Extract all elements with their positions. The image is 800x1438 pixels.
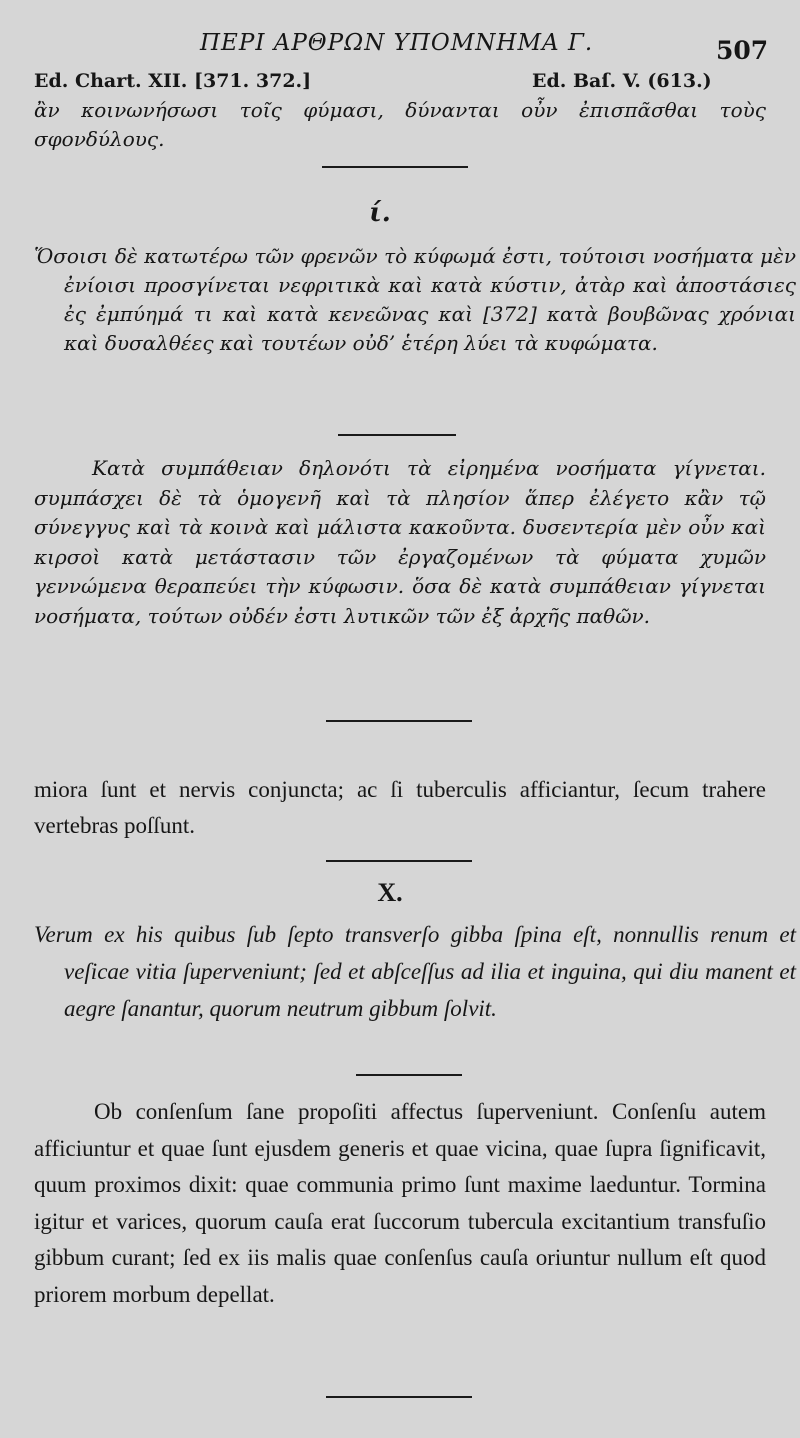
divider-rule	[356, 1074, 462, 1076]
greek-section-number: ί.	[369, 198, 391, 228]
edition-reference-left: Ed. Chart. XII. [371. 372.]	[34, 70, 312, 92]
page-number: 507	[716, 36, 769, 65]
latin-aphorism-text: Verum ex his quibus ſub ſepto transverſo gibba ſpina eſt, nonnullis renum et veſicae vitia ſuperveniunt; ſed et abſceſſus ad ilia et inguina, qui diu manent et aegre ſanantur, quorum neutrum gibbum ſolvit.	[34, 922, 796, 1021]
greek-commentary-text: Κατὰ συμπάθειαν δηλονότι τὰ εἰρημένα νοσήματα γίγνεται. συμπάσχει δὲ τὰ ὁμογενῆ καὶ τὰ πλησίον ἅπερ ἐλέγετο κἂν τῷ σύνεγγυς καὶ τὰ κοινὰ καὶ μάλιστα κακοῦντα. δυσεντερία μὲν οὖν καὶ κιρσοὶ κατὰ μετάστασιν τῶν ἐργαζομένων τὰ φύματα χυμῶν γεννώμενα θεραπεύει τὴν κύφωσιν. ὅσα δὲ κατὰ συμπάθειαν γίγνεται νοσήματα, τούτων οὐδέν ἐστι λυτικῶν τῶν ἐξ ἀρχῆς παθῶν.	[34, 456, 766, 628]
divider-rule	[326, 1396, 472, 1398]
latin-intro-text: miora ſunt et nervis conjuncta; ac ſi tuberculis afficiantur, ſecum trahere vertebras poſſunt.	[34, 777, 766, 838]
running-header: ΠΕΡΙ ΑΡΘΡΩΝ ΥΠΟΜΝΗΜΑ Γ.	[200, 30, 594, 56]
divider-rule	[326, 720, 472, 722]
greek-aphorism-text: Ὅσοισι δὲ κατωτέρω τῶν φρενῶν τὸ κύφωμά ἐστι, τούτοισι νοσήματα μὲν ἐνίοισι προσγίνεται νεφριτικὰ καὶ κατὰ κύστιν, ἀτὰρ καὶ ἀποστάσιες ἐς ἐμπύημά τι καὶ κατὰ κενεῶνας καὶ [372] κατὰ βουβῶνας χρόνιαι καὶ δυσαλθέες καὶ τουτέων οὐδ’ ἑτέρη λύει τὰ κυφώματα.	[34, 244, 796, 355]
divider-rule	[326, 860, 472, 862]
divider-rule	[322, 166, 468, 168]
greek-intro-text: ἂν κοινωνήσωσι τοῖς φύμασι, δύνανται οὖν ἐπισπᾶσθαι τοὺς σφονδύλους.	[34, 98, 766, 151]
divider-rule	[338, 434, 456, 436]
edition-reference-right: Ed. Baſ. V. (613.)	[532, 70, 712, 92]
latin-commentary-text: Ob conſenſum ſane propoſiti affectus ſuperveniunt. Conſenſu autem afficiuntur et quae ſunt ejusdem generis et quae vicina, quae ſupra ſignificavit, quum proximos dixit: quae communia primo ſunt maxime laeduntur. Tormina igitur et varices, quorum cauſa erat ſuccorum tubercula excitantium transfuſio gibbum curant; ſed ex iis malis quae conſenſus cauſa oriuntur nullum eſt quod priorem morbum depellat.	[34, 1099, 766, 1307]
latin-section-number: X.	[377, 878, 403, 907]
